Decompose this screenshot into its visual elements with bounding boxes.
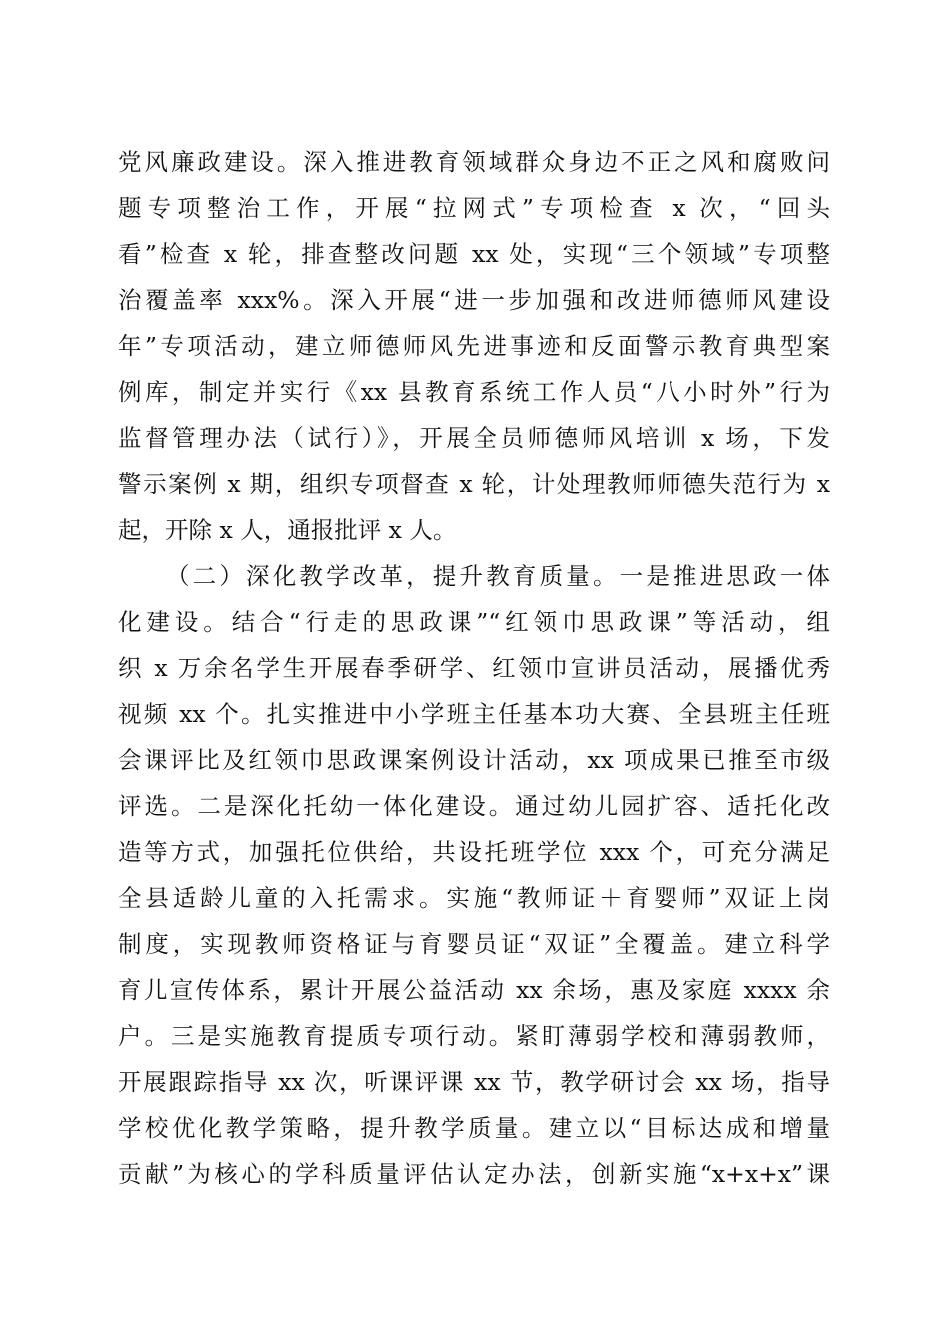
- text-line: 开展跟踪指导 xx 次，听课评课 xx 节，教学研讨会 xx 场，指导: [118, 1068, 830, 1096]
- text-line: 看”检查 x 轮，排查整改问题 xx 处，实现“三个领域”专项整: [118, 240, 830, 268]
- text-line: 治覆盖率 xxx%。深入开展“进一步加强和改进师德师风建设: [118, 286, 830, 314]
- text-line: 例库，制定并实行《xx 县教育系统工作人员“八小时外”行为: [118, 378, 830, 406]
- text-line: 织 x 万余名学生开展春季研学、红领巾宣讲员活动，展播优秀: [118, 654, 830, 682]
- text-line: 造等方式，加强托位供给，共设托班学位 xxx 个，可充分满足: [118, 838, 830, 866]
- text-line: 年”专项活动，建立师德师风先进事迹和反面警示教育典型案: [118, 332, 830, 360]
- text-line: 会课评比及红领巾思政课案例设计活动，xx 项成果已推至市级: [118, 746, 830, 774]
- text-line: 学校优化教学策略，提升教学质量。建立以“目标达成和增量: [118, 1114, 830, 1142]
- text-line: 党风廉政建设。深入推进教育领域群众身边不正之风和腐败问: [118, 148, 830, 176]
- section-heading-line: （二）深化教学改革，提升教育质量。一是推进思政一体: [166, 562, 830, 590]
- text-line: 起，开除 x 人，通报批评 x 人。: [118, 516, 457, 544]
- text-line: 评选。二是深化托幼一体化建设。通过幼儿园扩容、适托化改: [118, 792, 830, 820]
- text-line: 户。三是实施教育提质专项行动。紧盯薄弱学校和薄弱教师，: [118, 1022, 830, 1050]
- text-line: 化建设。结合“行走的思政课”“红领巾思政课”等活动，组: [118, 608, 830, 636]
- text-line: 监督管理办法（试行）》，开展全员师德师风培训 x 场，下发: [118, 424, 830, 452]
- text-line: 全县适龄儿童的入托需求。实施“教师证＋育婴师”双证上岗: [118, 884, 830, 912]
- text-line: 警示案例 x 期，组织专项督查 x 轮，计处理教师师德失范行为 x: [118, 470, 830, 498]
- text-line: 视频 xx 个。扎实推进中小学班主任基本功大赛、全县班主任班: [118, 700, 830, 728]
- text-line: 题专项整治工作，开展“拉网式”专项检查 x 次，“回头: [118, 194, 830, 222]
- text-line: 制度，实现教师资格证与育婴员证“双证”全覆盖。建立科学: [118, 930, 830, 958]
- text-line: 贡献”为核心的学科质量评估认定办法，创新实施“x+x+x”课: [118, 1160, 830, 1188]
- text-line: 育儿宣传体系，累计开展公益活动 xx 余场，惠及家庭 xxxx 余: [118, 976, 830, 1004]
